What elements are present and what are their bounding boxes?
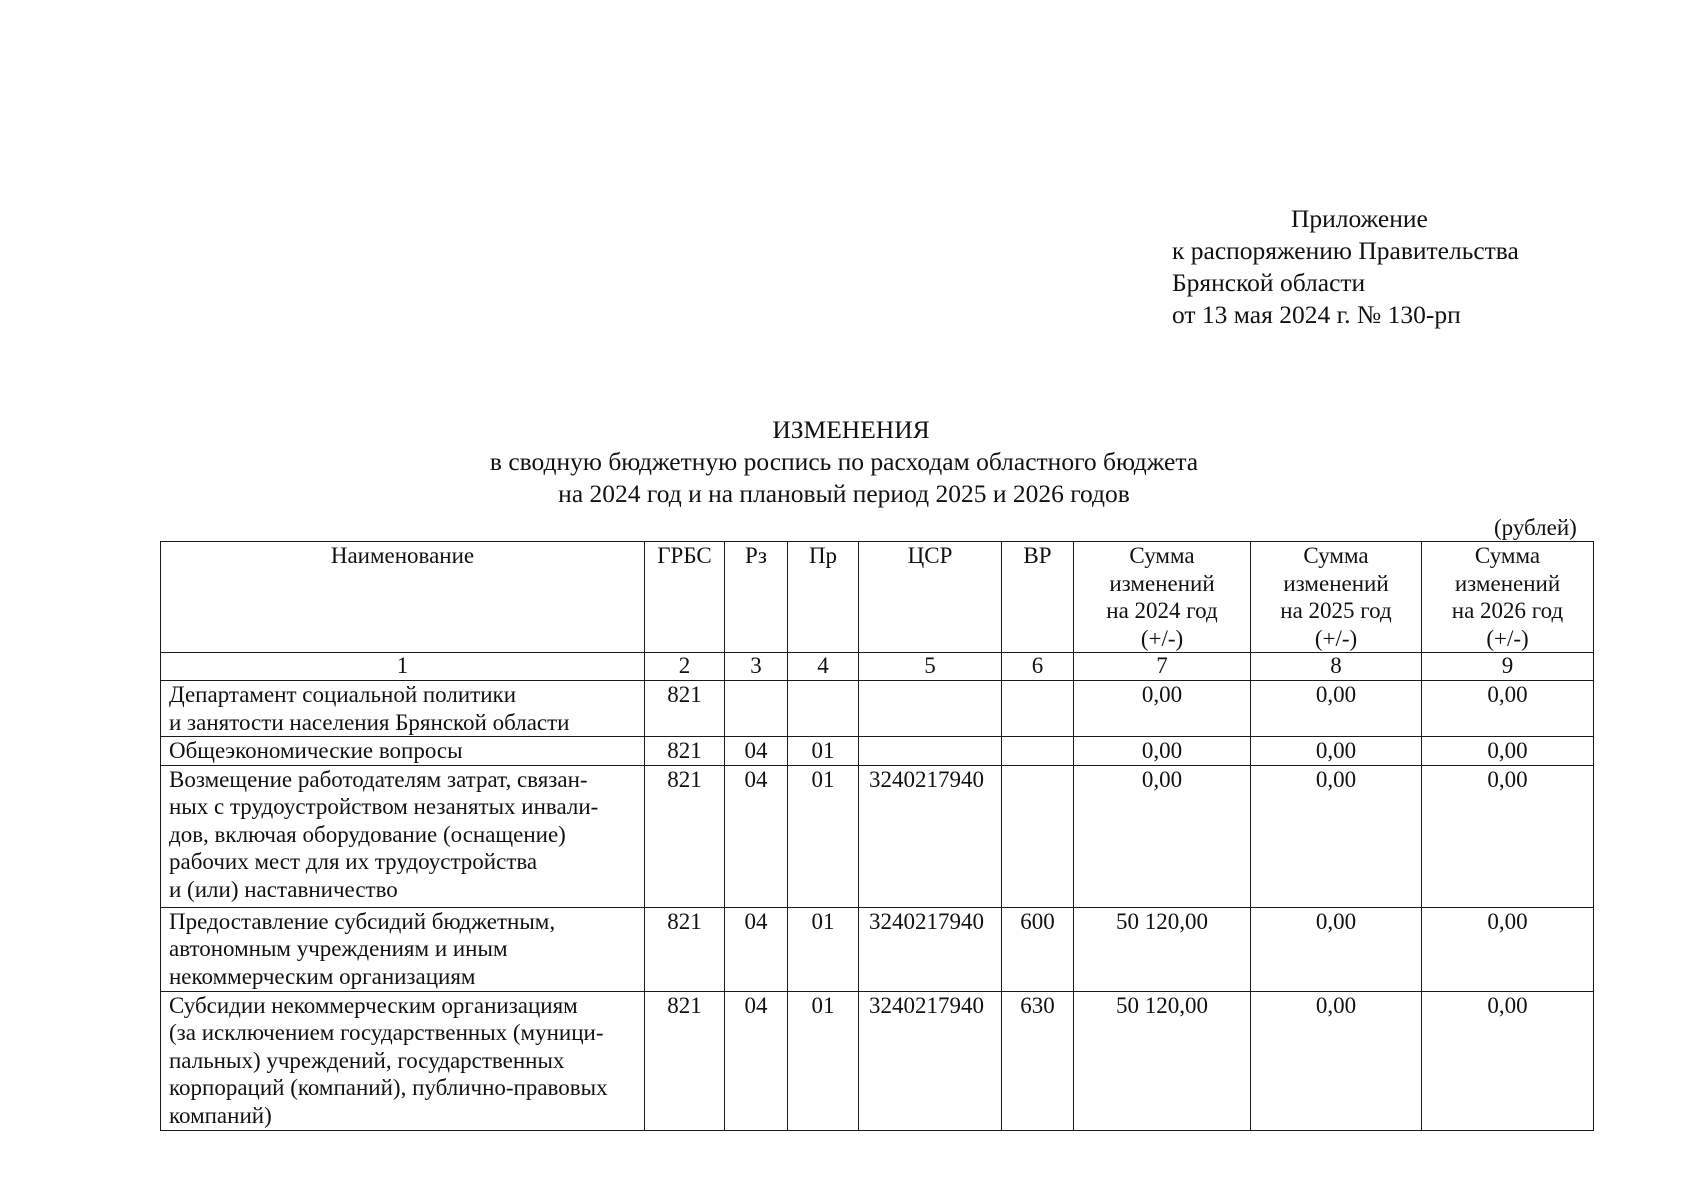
header-csr: ЦСР bbox=[859, 542, 1002, 653]
row-csr bbox=[859, 737, 1002, 766]
table-row bbox=[161, 991, 1594, 1130]
row-name: Субсидии некоммерческим организациям (за исключением государственных (муници- пальных) учреждений, государственных корпораций (компаний), публично-правовых компаний) bbox=[161, 991, 645, 1130]
row-csr: 3240217940 bbox=[859, 765, 1002, 907]
document-subtitle: в сводную бюджетную роспись по расходам областного бюджета bbox=[489, 447, 1199, 476]
column-number: 6 bbox=[1002, 653, 1074, 681]
appendix-block bbox=[1172, 203, 1519, 331]
header-sum-2025: Сумма изменений на 2025 год (+/-) bbox=[1251, 542, 1422, 653]
row-sum-2024: 50 120,00 bbox=[1074, 907, 1251, 991]
row-pr: 01 bbox=[788, 907, 859, 991]
row-rz: 04 bbox=[725, 765, 788, 907]
column-number: 8 bbox=[1251, 653, 1422, 681]
row-pr: 01 bbox=[788, 991, 859, 1130]
row-sum-2024: 0,00 bbox=[1074, 737, 1251, 766]
row-sum-2025: 0,00 bbox=[1251, 907, 1422, 991]
row-pr bbox=[788, 681, 859, 737]
row-name: Возмещение работодателям затрат, связан- ных с трудоустройством незанятых инвали- дов, включая оборудование (оснащение) рабочих мест для их трудоустройства и (или) наставничество bbox=[161, 765, 645, 907]
row-vr bbox=[1002, 681, 1074, 737]
row-csr: 3240217940 bbox=[859, 907, 1002, 991]
row-sum-2026: 0,00 bbox=[1422, 907, 1594, 991]
row-rz bbox=[725, 681, 788, 737]
row-vr: 600 bbox=[1002, 907, 1074, 991]
table-row bbox=[161, 681, 1594, 737]
row-name: Предоставление субсидий бюджетным, автономным учреждениям и иным некоммерческим организациям bbox=[161, 907, 645, 991]
row-vr: 630 bbox=[1002, 991, 1074, 1130]
column-number: 5 bbox=[859, 653, 1002, 681]
row-name: Общеэкономические вопросы bbox=[161, 737, 645, 766]
row-sum-2026: 0,00 bbox=[1422, 765, 1594, 907]
row-grbs: 821 bbox=[645, 991, 725, 1130]
row-csr bbox=[859, 681, 1002, 737]
document-title: ИЗМЕНЕНИЯ bbox=[772, 415, 930, 444]
header-pr: Пр bbox=[788, 542, 859, 653]
budget-changes-table bbox=[160, 541, 1594, 1131]
row-sum-2024: 0,00 bbox=[1074, 765, 1251, 907]
row-rz: 04 bbox=[725, 737, 788, 766]
header-rz: Рз bbox=[725, 542, 788, 653]
row-sum-2026: 0,00 bbox=[1422, 681, 1594, 737]
row-grbs: 821 bbox=[645, 681, 725, 737]
row-sum-2025: 0,00 bbox=[1251, 737, 1422, 766]
row-vr bbox=[1002, 737, 1074, 766]
row-rz: 04 bbox=[725, 991, 788, 1130]
header-sum-2026: Сумма изменений на 2026 год (+/-) bbox=[1422, 542, 1594, 653]
document-heading bbox=[0, 414, 1688, 510]
column-number: 7 bbox=[1074, 653, 1251, 681]
row-sum-2024: 50 120,00 bbox=[1074, 991, 1251, 1130]
row-grbs: 821 bbox=[645, 737, 725, 766]
header-vr: ВР bbox=[1002, 542, 1074, 653]
row-vr bbox=[1002, 765, 1074, 907]
row-sum-2025: 0,00 bbox=[1251, 681, 1422, 737]
row-sum-2024: 0,00 bbox=[1074, 681, 1251, 737]
appendix-title: Приложение bbox=[1291, 204, 1428, 233]
appendix-order-line: к распоряжению Правительства bbox=[1172, 236, 1519, 265]
column-number: 3 bbox=[725, 653, 788, 681]
row-sum-2025: 0,00 bbox=[1251, 765, 1422, 907]
column-number: 9 bbox=[1422, 653, 1594, 681]
row-csr: 3240217940 bbox=[859, 991, 1002, 1130]
row-pr: 01 bbox=[788, 765, 859, 907]
document-period: на 2024 год и на плановый период 2025 и 2026 годов bbox=[558, 479, 1130, 508]
table-row bbox=[161, 907, 1594, 991]
header-name: Наименование bbox=[161, 542, 645, 653]
header-sum-2024: Сумма изменений на 2024 год (+/-) bbox=[1074, 542, 1251, 653]
row-sum-2026: 0,00 bbox=[1422, 737, 1594, 766]
row-sum-2025: 0,00 bbox=[1251, 991, 1422, 1130]
header-grbs: ГРБС bbox=[645, 542, 725, 653]
column-number: 4 bbox=[788, 653, 859, 681]
table-header-row bbox=[161, 542, 1594, 653]
unit-label: (рублей) bbox=[1494, 515, 1577, 540]
column-number: 1 bbox=[161, 653, 645, 681]
appendix-region-line: Брянской области bbox=[1172, 268, 1366, 297]
row-grbs: 821 bbox=[645, 907, 725, 991]
table-row bbox=[161, 765, 1594, 907]
row-rz: 04 bbox=[725, 907, 788, 991]
row-sum-2026: 0,00 bbox=[1422, 991, 1594, 1130]
column-number-row bbox=[161, 653, 1594, 681]
column-number: 2 bbox=[645, 653, 725, 681]
row-pr: 01 bbox=[788, 737, 859, 766]
row-name: Департамент социальной политики и занятости населения Брянской области bbox=[161, 681, 645, 737]
appendix-date-line: от 13 мая 2024 г. № 130-рп bbox=[1172, 300, 1461, 329]
table-row bbox=[161, 737, 1594, 766]
row-grbs: 821 bbox=[645, 765, 725, 907]
